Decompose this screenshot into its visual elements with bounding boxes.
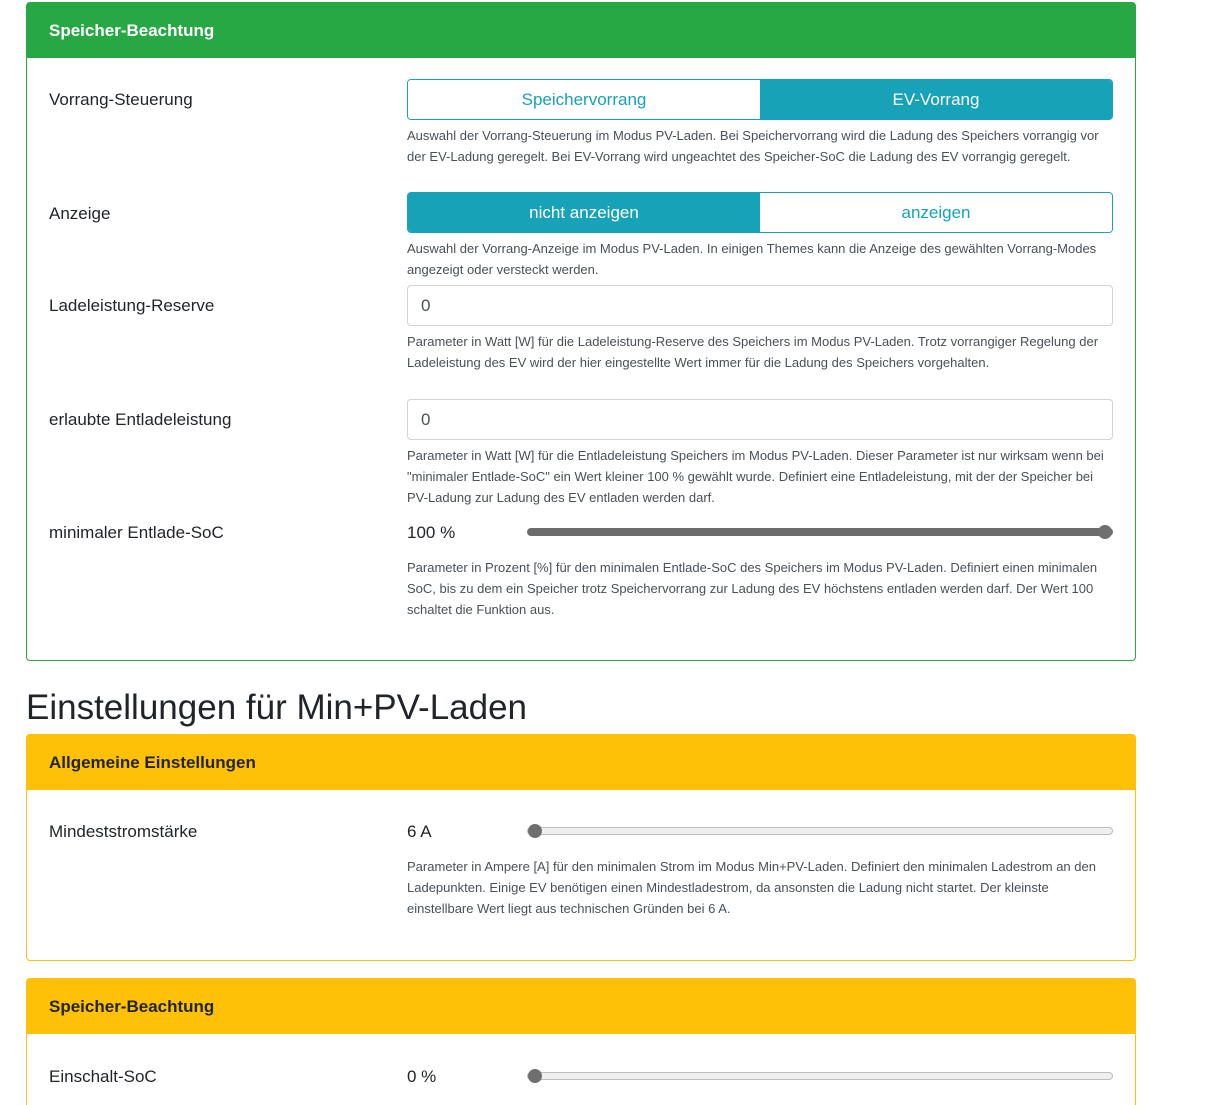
card-header: Allgemeine Einstellungen <box>27 735 1135 790</box>
card-header: Speicher-Beachtung <box>27 979 1135 1034</box>
switch-on-soc-slider-thumb[interactable] <box>528 1069 542 1083</box>
display-help: Auswahl der Vorrang-Anzeige im Modus PV-Laden. In einigen Themes kann die Anzeige des gewählten Vorrang-Modes angezeigt oder versteckt werden. <box>407 241 1097 277</box>
reserve-control <box>407 285 1113 373</box>
priority-label: Vorrang-Steuerung <box>49 90 193 109</box>
min-current-control <box>407 822 1113 919</box>
min-current-label: Mindeststromstärke <box>49 822 198 841</box>
option-ev-vorrang[interactable]: EV-Vorrang <box>760 80 1112 119</box>
discharge-power-help: Parameter in Watt [W] für die Entladeleistung Speichers im Modus PV-Laden. Dieser Parameter ist nur wirksam wenn bei "minimaler Entlade-SoC" ein Wert kleiner 100 % gewählt wurde. Definiert eine Entladeleistung, mit der der Speicher bei PV-Ladung zur Ladung des EV entladen werden darf. <box>407 448 1104 505</box>
min-current-value: 6 A <box>407 822 432 841</box>
reserve-help: Parameter in Watt [W] für die Ladeleistung-Reserve des Speichers im Modus PV-Laden. Trotz vorrangiger Regelung der Ladeleistung des EV wird der hier eingestellte Wert immer für die Ladung des Speichers vorgehalten. <box>407 334 1099 370</box>
min-current-slider-thumb[interactable] <box>528 824 542 838</box>
option-speichervorrang[interactable]: Speichervorrang <box>408 80 760 119</box>
minpv-general-card <box>26 734 1136 961</box>
min-soc-label: minimaler Entlade-SoC <box>49 523 224 542</box>
min-soc-control <box>407 523 1113 620</box>
switch-on-soc-control <box>407 1067 1113 1087</box>
display-control <box>407 192 1113 280</box>
min-soc-help: Parameter in Prozent [%] für den minimalen Entlade-SoC des Speichers im Modus PV-Laden. Definiert einen minimalen SoC, bis zu dem ein Speicher trotz Speichervorrang zur Ladung des EV höchstens entladen werden darf. Der Wert 100 schaltet die Funktion aus. <box>407 560 1098 617</box>
switch-on-soc-label: Einschalt-SoC <box>49 1067 157 1086</box>
option-anzeigen[interactable]: anzeigen <box>760 193 1112 232</box>
discharge-power-input[interactable]: 0 <box>407 399 1113 440</box>
switch-on-soc-value: 0 % <box>407 1067 437 1086</box>
min-soc-slider-thumb[interactable] <box>1098 525 1112 539</box>
display-label: Anzeige <box>49 204 111 223</box>
min-soc-slider-row <box>407 523 1113 543</box>
min-current-slider-track[interactable] <box>527 827 1113 835</box>
priority-control <box>407 79 1113 167</box>
switch-on-soc-slider-row <box>407 1067 1113 1087</box>
priority-toggle <box>407 79 1113 120</box>
minpv-storage-card <box>26 978 1136 1105</box>
min-current-help: Parameter in Ampere [A] für den minimalen Strom im Modus Min+PV-Laden. Definiert den minimalen Ladestrom an den Ladepunkten. Einige EV benötigen einen Mindestladestrom, da ansonsten die Ladung nicht startet. Der kleinste einstellbare Wert liegt aus technischen Gründen bei 6 A. <box>407 859 1096 916</box>
option-nicht-anzeigen[interactable]: nicht anzeigen <box>408 193 760 232</box>
card-header: Speicher-Beachtung <box>27 3 1135 58</box>
min-soc-value: 100 % <box>407 523 456 542</box>
min-current-slider-row <box>407 822 1113 842</box>
pv-storage-card <box>26 2 1136 661</box>
reserve-label: Ladeleistung-Reserve <box>49 296 215 315</box>
discharge-power-label: erlaubte Entladeleistung <box>49 410 232 429</box>
discharge-power-control <box>407 399 1113 508</box>
display-toggle <box>407 192 1113 233</box>
minpv-section-title: Einstellungen für Min+PV-Laden <box>26 688 528 727</box>
priority-help: Auswahl der Vorrang-Steuerung im Modus PV-Laden. Bei Speichervorrang wird die Ladung des Speichers vorrangig vor der EV-Ladung geregelt. Bei EV-Vorrang wird ungeachtet des Speicher-SoC die Ladung des EV vorrangig geregelt. <box>407 128 1099 164</box>
min-soc-slider-track[interactable] <box>527 528 1113 536</box>
reserve-input[interactable]: 0 <box>407 285 1113 326</box>
switch-on-soc-slider-track[interactable] <box>527 1072 1113 1080</box>
